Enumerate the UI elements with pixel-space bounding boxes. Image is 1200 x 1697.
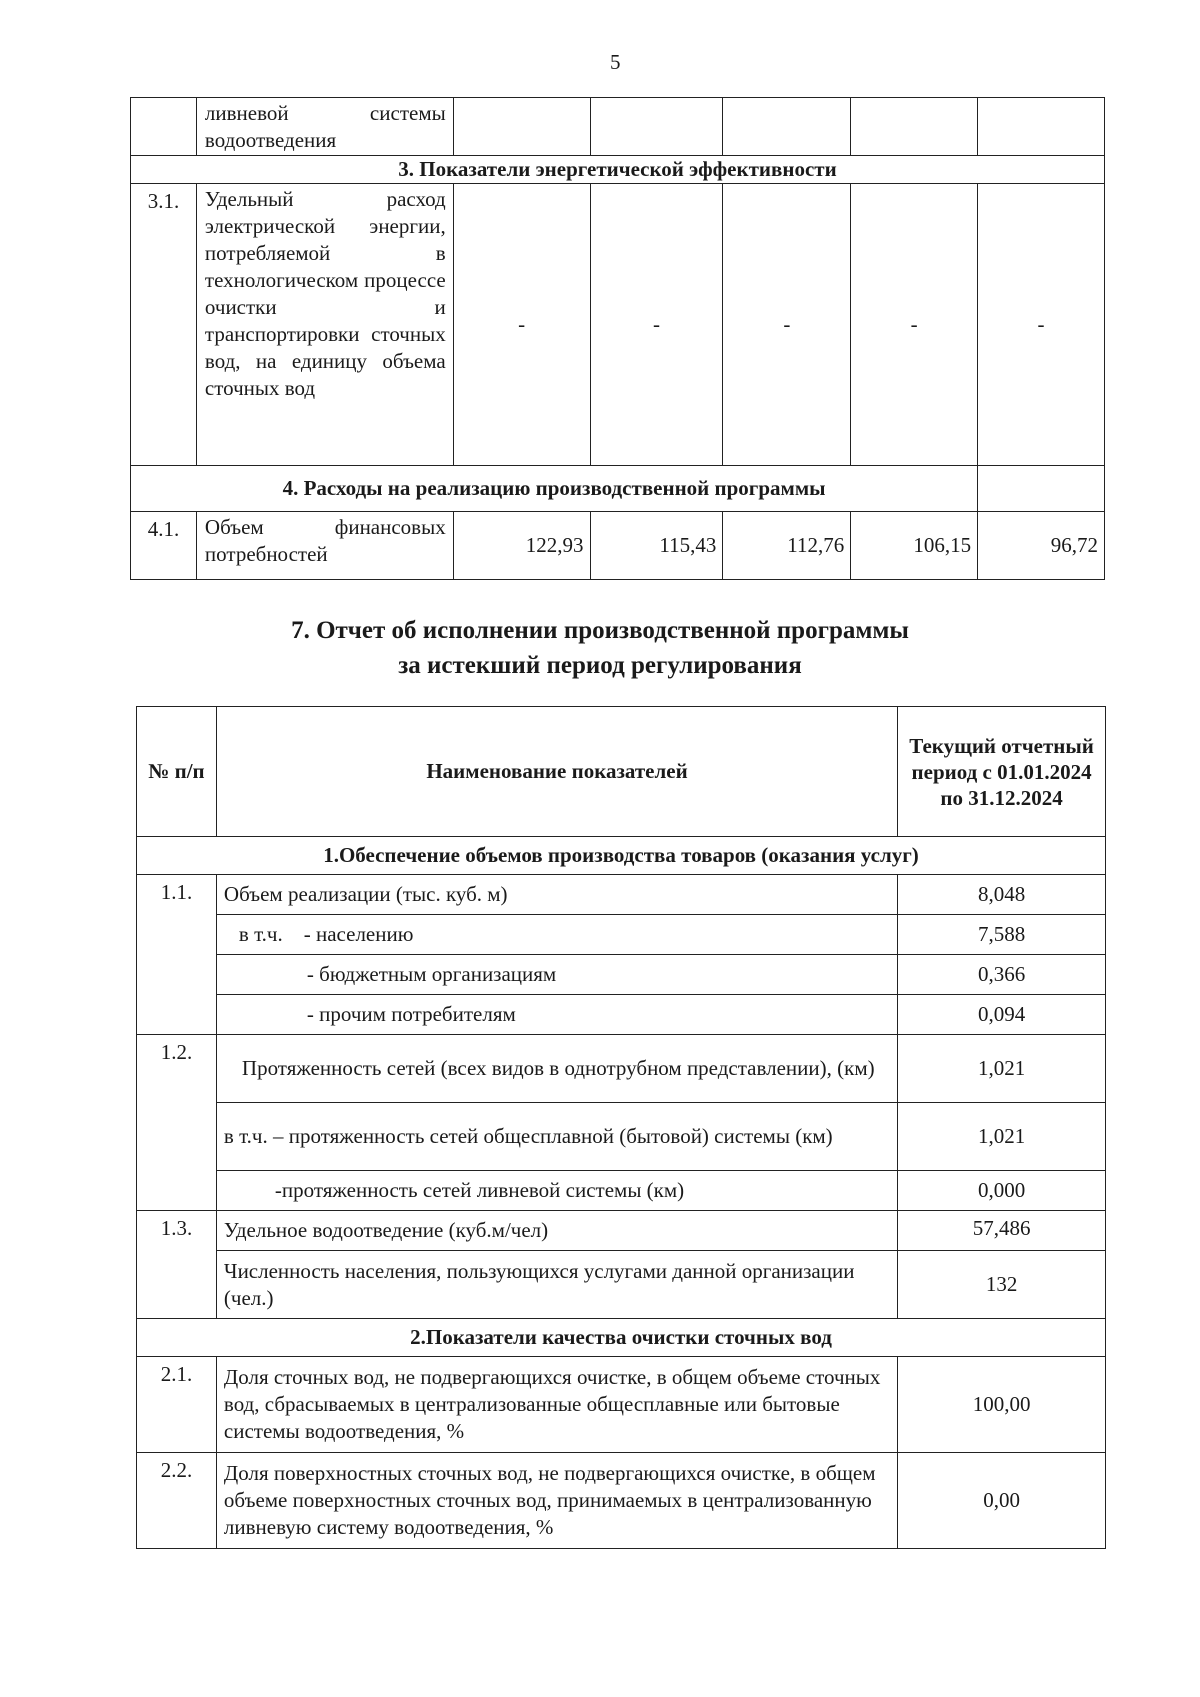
table-row <box>137 995 1106 1035</box>
table-cell <box>131 98 197 156</box>
row-number: 1.1. <box>137 875 217 1035</box>
value-cell: 7,588 <box>898 915 1106 955</box>
value-cell: 115,43 <box>590 512 723 580</box>
table-row <box>137 875 1106 915</box>
value-cell: 0,00 <box>898 1453 1106 1549</box>
table-cell <box>590 98 723 156</box>
table-cell <box>723 98 851 156</box>
row-number: 2.1. <box>137 1357 217 1453</box>
report-table <box>136 706 1106 1549</box>
value-cell: - <box>453 184 590 466</box>
value-cell: 106,15 <box>851 512 978 580</box>
value-cell: 132 <box>898 1251 1106 1319</box>
indicator-name: Удельный расход электрической энергии, потребляемой в технологическом процессе очистки и транспортировки сточных вод, на единицу объема сточных вод <box>196 184 453 466</box>
table-row <box>137 1035 1106 1103</box>
value-cell: 0,094 <box>898 995 1106 1035</box>
table-row <box>137 915 1106 955</box>
indicator-name: в т.ч. – протяженность сетей общесплавной (бытовой) системы (км) <box>216 1103 897 1171</box>
value-cell: 1,021 <box>898 1035 1106 1103</box>
table-cell <box>978 466 1105 512</box>
indicator-name: Объем реализации (тыс. куб. м) <box>216 875 897 915</box>
value-cell: - <box>851 184 978 466</box>
section-row <box>131 466 1105 512</box>
report-title-line-1: 7. Отчет об исполнении производственной программы <box>291 617 909 644</box>
indicator-name: - бюджетным организациям <box>216 955 897 995</box>
value-cell: 8,048 <box>898 875 1106 915</box>
indicators-table-continued <box>130 97 1105 580</box>
table-row <box>137 1453 1106 1549</box>
indicator-name: Удельное водоотведение (куб.м/чел) <box>216 1211 897 1251</box>
section-row <box>131 156 1105 184</box>
value-cell: 100,00 <box>898 1357 1106 1453</box>
indicator-name: -протяженность сетей ливневой системы (км) <box>216 1171 897 1211</box>
value-cell: 122,93 <box>453 512 590 580</box>
section-3-title: 3. Показатели энергетической эффективности <box>131 156 1105 184</box>
table-cell <box>851 98 978 156</box>
page-number: 5 <box>610 50 621 74</box>
value-cell: 112,76 <box>723 512 851 580</box>
indicator-name: - прочим потребителям <box>216 995 897 1035</box>
value-cell: 0,366 <box>898 955 1106 995</box>
indicator-name: Доля сточных вод, не подвергающихся очистке, в общем объеме сточных вод, сбрасываемых в централизованные общесплавные или бытовые системы водоотведения, % <box>216 1357 897 1453</box>
value-cell: - <box>723 184 851 466</box>
indicator-name: Протяженность сетей (всех видов в однотрубном представлении), (км) <box>216 1035 897 1103</box>
table-cell <box>978 98 1105 156</box>
table-row <box>137 1103 1106 1171</box>
indicator-name: Численность населения, пользующихся услугами данной организации (чел.) <box>216 1251 897 1319</box>
value-cell: 1,021 <box>898 1103 1106 1171</box>
value-cell: 0,000 <box>898 1171 1106 1211</box>
header-num: № п/п <box>137 707 217 837</box>
section-row <box>137 1319 1106 1357</box>
value-cell: - <box>590 184 723 466</box>
section-1-title: 1.Обеспечение объемов производства товаров (оказания услуг) <box>137 837 1106 875</box>
section-2-title: 2.Показатели качества очистки сточных вод <box>137 1319 1106 1357</box>
indicator-name: Объем финансовых потребностей <box>196 512 453 580</box>
continuation-text: ливневой системы водоотведения <box>196 98 453 156</box>
section-4-title: 4. Расходы на реализацию производственной программы <box>131 466 978 512</box>
row-number: 1.3. <box>137 1211 217 1319</box>
header-period: Текущий отчетный период с 01.01.2024 по 31.12.2024 <box>898 707 1106 837</box>
row-number: 4.1. <box>131 512 197 580</box>
table-cell <box>453 98 590 156</box>
table-row <box>137 955 1106 995</box>
row-number: 1.2. <box>137 1035 217 1211</box>
table-row <box>131 98 1105 156</box>
table-row <box>131 512 1105 580</box>
value-cell: 57,486 <box>898 1211 1106 1251</box>
table-row <box>137 1211 1106 1251</box>
section-row <box>137 837 1106 875</box>
table-row <box>137 1171 1106 1211</box>
table-row <box>131 184 1105 466</box>
row-number: 3.1. <box>131 184 197 466</box>
value-cell: - <box>978 184 1105 466</box>
indicator-name: в т.ч. - населению <box>216 915 897 955</box>
header-row <box>137 707 1106 837</box>
row-number: 2.2. <box>137 1453 217 1549</box>
value-cell: 96,72 <box>978 512 1105 580</box>
table-row <box>137 1251 1106 1319</box>
table-row <box>137 1357 1106 1453</box>
indicator-name: Доля поверхностных сточных вод, не подвергающихся очистке, в общем объеме поверхностных сточных вод, принимаемых в централизованную ливневую систему водоотведения, % <box>216 1453 897 1549</box>
header-name: Наименование показателей <box>216 707 897 837</box>
report-title-line-2: за истекший период регулирования <box>398 652 802 679</box>
